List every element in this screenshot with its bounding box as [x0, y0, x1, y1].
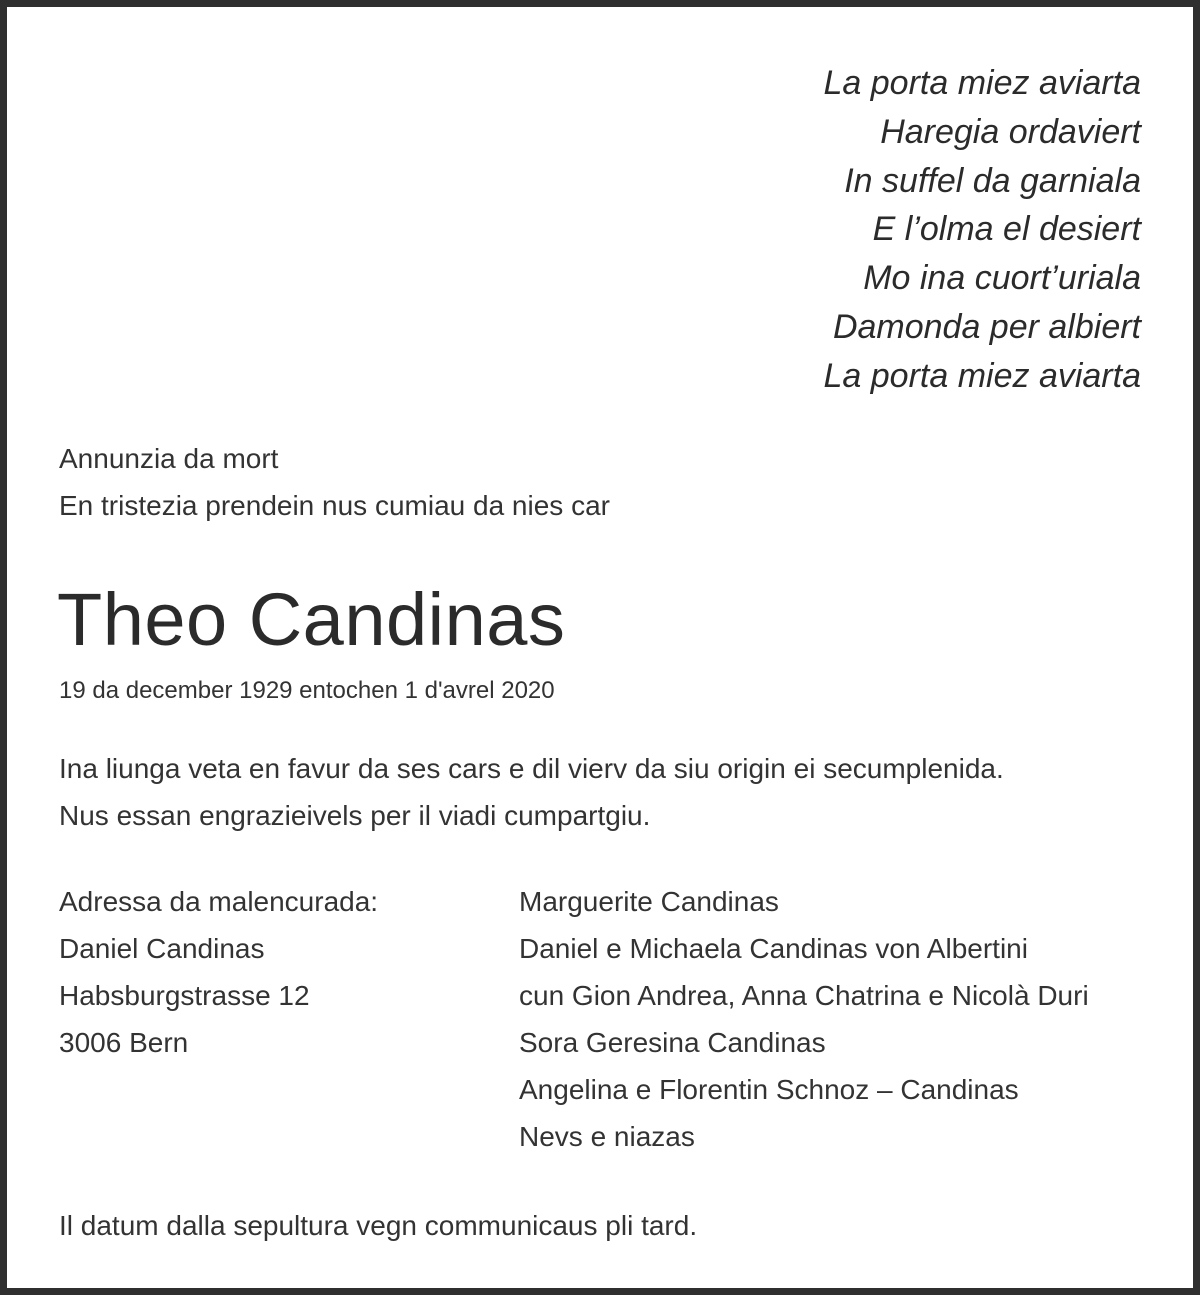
family-member: Daniel e Michaela Candinas von Albertini	[519, 933, 1028, 964]
address-label: Adressa da malencurada:	[59, 886, 379, 917]
poem-line: Mo ina cuort’uriala	[863, 259, 1141, 298]
family-member: Nevs e niazas	[519, 1121, 695, 1152]
address-city: 3006 Bern	[59, 1027, 189, 1058]
poem-line: Damonda per albiert	[832, 307, 1141, 346]
life-dates: 19 da december 1929 entochen 1 d'avrel 2020	[59, 677, 555, 704]
address-name: Daniel Candinas	[59, 933, 265, 964]
message-line: Nus essan engrazieivels per il viadi cumpartgiu.	[59, 800, 651, 831]
memorial-message	[59, 745, 1004, 839]
deceased-name: Theo Candinas	[57, 578, 566, 661]
announcement-subline: En tristezia prendein nus cumiau da nies car	[59, 490, 610, 521]
poem-line: La porta miez aviarta	[823, 64, 1141, 102]
poem-line: In suffel da garniala	[844, 161, 1141, 200]
poem-line: E l’olma el desiert	[872, 210, 1141, 249]
family-member: Angelina e Florentin Schnoz – Candinas	[519, 1074, 1019, 1105]
family-list	[519, 878, 1089, 1160]
family-member: Sora Geresina Candinas	[519, 1027, 826, 1058]
family-member: cun Gion Andrea, Anna Chatrina e Nicolà Duri	[519, 980, 1089, 1011]
intro	[59, 435, 610, 529]
poem-line: Haregia ordaviert	[880, 112, 1141, 151]
message-line: Ina liunga veta en favur da ses cars e dil vierv da siu origin ei secumplenida.	[59, 753, 1004, 784]
announcement-heading: Annunzia da mort	[59, 443, 279, 474]
mourning-address	[59, 878, 378, 1066]
poem	[824, 59, 1142, 401]
funeral-notice: Il datum dalla sepultura vegn communicaus pli tard.	[59, 1210, 698, 1241]
poem-line: La porta miez aviarta	[823, 356, 1141, 395]
family-member: Marguerite Candinas	[519, 886, 779, 917]
address-street: Habsburgstrasse 12	[59, 980, 310, 1011]
